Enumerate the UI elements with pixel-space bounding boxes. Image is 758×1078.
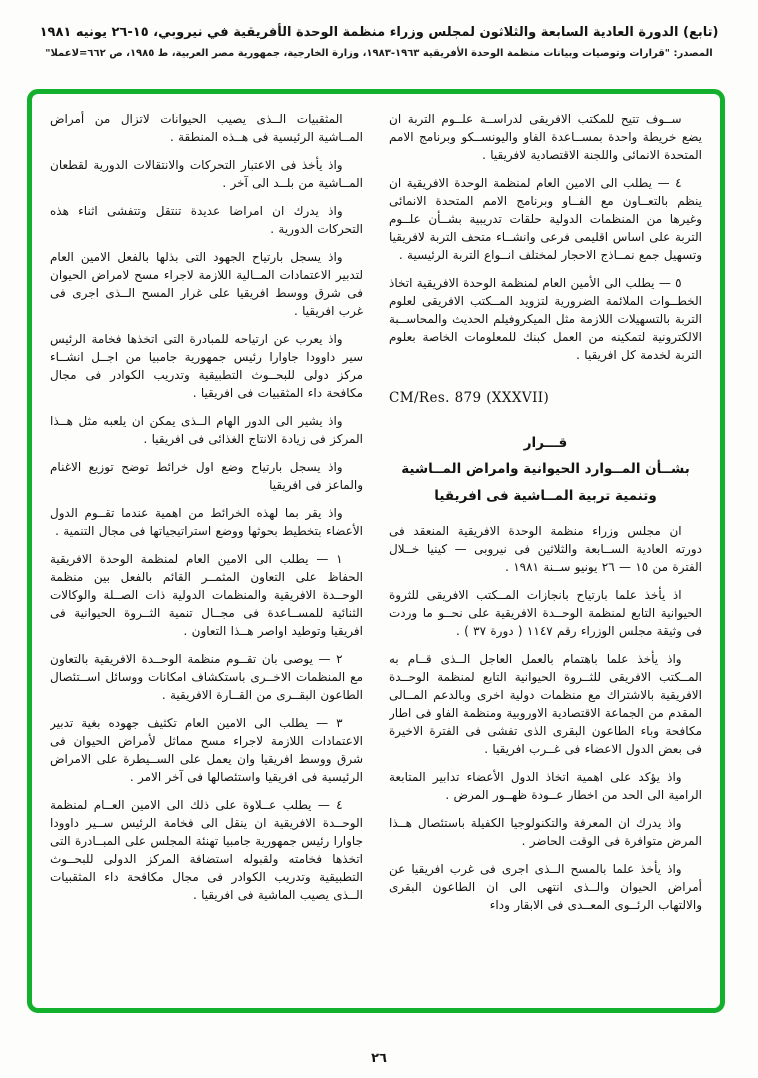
paragraph: ٤ — يطلب عــلاوة على ذلك الى الامين العــام لمنظمة الوحــدة الافريقية ان ينقل الى فخامة الرئيس ســير داوودا جاوارا رئيس جمهورية جامبيا تهنئة المجلس على المبــادرة التى اتخذها فخامته ولقبوله استضافة المركز الدولى للبحــوث التطبيقية وتدريب الكوادر فى مجال مكافحة داء المثقبيات الــذى يصيب الماشية فى افريقيا . bbox=[50, 798, 363, 902]
paragraph: المثقبيات الــذى يصيب الحيوانات لاتزال من أمراض المــاشية الرئيسية فى هــذه المنطقة . bbox=[50, 112, 363, 144]
paragraph: واذ يسجل بارتياح وضع اول خرائط توضح توزيع الاغنام والماعز فى افريقيا bbox=[50, 460, 363, 492]
paragraph: ٥ — يطلب الى الأمين العام لمنظمة الوحدة الافريقية اتخاذ الخطــوات الملائمة الضرورية لتزويد المــكتب الافريقى لعلوم التربة بالتسهيلات اللازمة مثل الميكروفيلم الحديث والمحاســبة الالكترونية لتمكينه من العمل كبنك للمعلومات الخاصة بعلوم التربة لخدمة كل افريقيا . bbox=[389, 276, 702, 362]
resolution-number: CM/Res. 879 (XXXVII) bbox=[389, 390, 550, 406]
resolution-title-word: قـــرار bbox=[523, 435, 568, 451]
header-session-line: (تابع) الدورة العادية السابعة والثلاثون لمجلس وزراء منظمة الوحدة الأفريقية في نيروبي، ١٥-٢٦ يونيه ١٩٨١ bbox=[39, 25, 719, 40]
column-right bbox=[389, 110, 702, 998]
header-source-line: المصدر: "قرارات وتوصيات وبيانات منظمة الوحدة الأفريقية ١٩٦٣-١٩٨٣، وزارة الخارجية، جمهورية مصر العربية، ط ١٩٨٥، ص ٦٦٢=لاعملا" bbox=[45, 48, 713, 59]
paragraph: واذ يأخذ علما بالمسح الــذى اجرى فى غرب افريقيا عن أمراض الحيوان والــذى انتهى الى ان الطاعون البقرى والالتهاب الرئــوى المعــدى فى الابقار وداء bbox=[389, 861, 702, 912]
paragraph: واذ يأخذ فى الاعتبار التحركات والانتقالات الدورية لقطعان المــاشية من بلــد الى آخر . bbox=[50, 158, 363, 190]
resolution-title-subject: بشــأن المــوارد الحيوانية وامراض المــاشية bbox=[401, 461, 690, 478]
paragraph: واذ يعرب عن ارتياحه للمبادرة التى اتخذها فخامة الرئيس سير داوودا جاوارا رئيس جمهورية جامبيا من اجــل انشــاء مركز دولى للبحــوث التطبيقية وتدريب الكوادر فى مجال مكافحة داء المثقبيات فى افريقيا . bbox=[50, 332, 363, 400]
paragraph: ســوف تتيح للمكتب الافريقى لدراســة علــوم التربة ان يضع خريطة واحدة بمســاعدة الفاو واليونســكو وبرنامج الامم المتحدة الانمائى واللجنة الاقتصادية لافريقيا . bbox=[389, 112, 702, 162]
paragraph: واذ يدرك ان المعرفة والتكنولوجيا الكفيلة باستئصال هــذا المرض متوافرة فى الوقت الحاضر . bbox=[389, 815, 702, 848]
paragraph: اذ يأخذ علما بارتياح بانجازات المــكتب الافريقى للثروة الحيوانية التابع لمنظمة الوحــدة الافريقية على نحــو ما وردت فى وثيقة مجلس الوزراء رقم ١١٤٧ ( دورة ٣٧ ) . bbox=[389, 587, 702, 638]
column-left bbox=[50, 110, 363, 998]
paragraph: ٤ — يطلب الى الامين العام لمنظمة الوحدة الافريقية ان ينظم بالتعــاون مع الفــاو وبرنامج الامم المتحدة الانمائى وغيرها من المنظمات الدولية حلقات تدريبية بشــأن علــوم التربة على اساس اقليمى فرعى وانشــاء متحف التربة لافريقيا وتسهيل جمع نمــاذج الاحجار لمختلف انــواع التربة الرئيسية . bbox=[389, 176, 702, 262]
two-column-layout bbox=[32, 94, 720, 1008]
paragraph: واذ يقر بما لهذه الخرائط من اهمية عندما تقــوم الدول الأعضاء بتخطيط بحوثها ووضع استراتيجياتها فى مجال التنمية . bbox=[50, 506, 363, 538]
paragraph: ان مجلس وزراء منظمة الوحدة الافريقية المنعقد فى دورته العادية الســابعة والثلاثين فى نيروبى — كينيا خــلال الفترة من ١٥ — ٢٦ يونيو ســنة ١٩٨١ . bbox=[389, 523, 702, 574]
content-frame bbox=[27, 89, 725, 1013]
resolution-title-subject2: وتنمية تربية المــاشية فى افريقيا bbox=[434, 487, 657, 504]
resolution-title bbox=[389, 430, 702, 509]
paragraph: ٢ — يوصى بان تقــوم منظمة الوحــدة الافريقية بالتعاون مع المنظمات الاخــرى باستكشاف امكانات ووسائل اســتئصال الطاعون البقــرى من القــارة الافريقية . bbox=[50, 652, 363, 702]
paragraph: ٣ — يطلب الى الامين العام تكثيف جهوده بغية تدبير الاعتمادات اللازمة لاجراء مسح مماثل لأمراض الحيوان فى شرق ووسط افريقيا وان يعمل على الســيطرة على الامراض الرئيسية فى افريقيا واستئصالها فى آخر الامر . bbox=[50, 716, 363, 784]
paragraph: واذ يؤكد على اهمية اتخاذ الدول الأعضاء تدابير المتابعة الرامية الى الحد من اخطار عــودة ظهــور المرض . bbox=[389, 769, 702, 802]
document-header bbox=[0, 0, 758, 59]
paragraph: واذ يأخذ علما باهتمام بالعمل العاجل الــذى قــام به المــكتب الافريقى للثــروة الحيوانية التابع لمنظمة الوحــدة الافريقية بالاشتراك مع منظمات دولية اخرى وبالدعم المــالى المقدم من الجماعة الاقتصادية الاوروبية ومنظمة الفاو فى اطار مكافحة وباء الطاعون البقرى الذى تفشى فى الفترة الاخيرة فى بعض الدول الاعضاء فى غــرب افريقيا . bbox=[389, 651, 702, 756]
paragraph: واذ يدرك ان امراضا عديدة تنتقل وتتفشى اثناء هذه التحركات الدورية . bbox=[50, 204, 363, 236]
paragraph: ١ — يطلب الى الامين العام لمنظمة الوحدة الافريقية الحفاظ على التعاون المثمــر القائم بالفعل بين منظمة الوحــدة الافريقية والمنظمات الدولية ذات الصــلة والوكالات الثنائية للمســاعدة فى مجــال تنمية الثــروة الحيوانية فى افريقيا وتوطيد اواصر هــذا التعاون . bbox=[50, 552, 363, 638]
paragraph: واذ يسجل بارتياح الجهود التى بذلها بالفعل الامين العام لتدبير الاعتمادات المــالية اللازمة لاجراء مسح لامراض الحيوان فى شرق ووسط افريقيا على غرار المسح الــذى اجرى فى غرب افريقيا . bbox=[50, 250, 363, 318]
page-number: ٢٦ bbox=[371, 1051, 387, 1066]
paragraph: واذ يشير الى الدور الهام الــذى يمكن ان يلعبه مثل هــذا المركز فى زيادة الانتاج الغذائى فى افريقيا . bbox=[50, 414, 363, 446]
